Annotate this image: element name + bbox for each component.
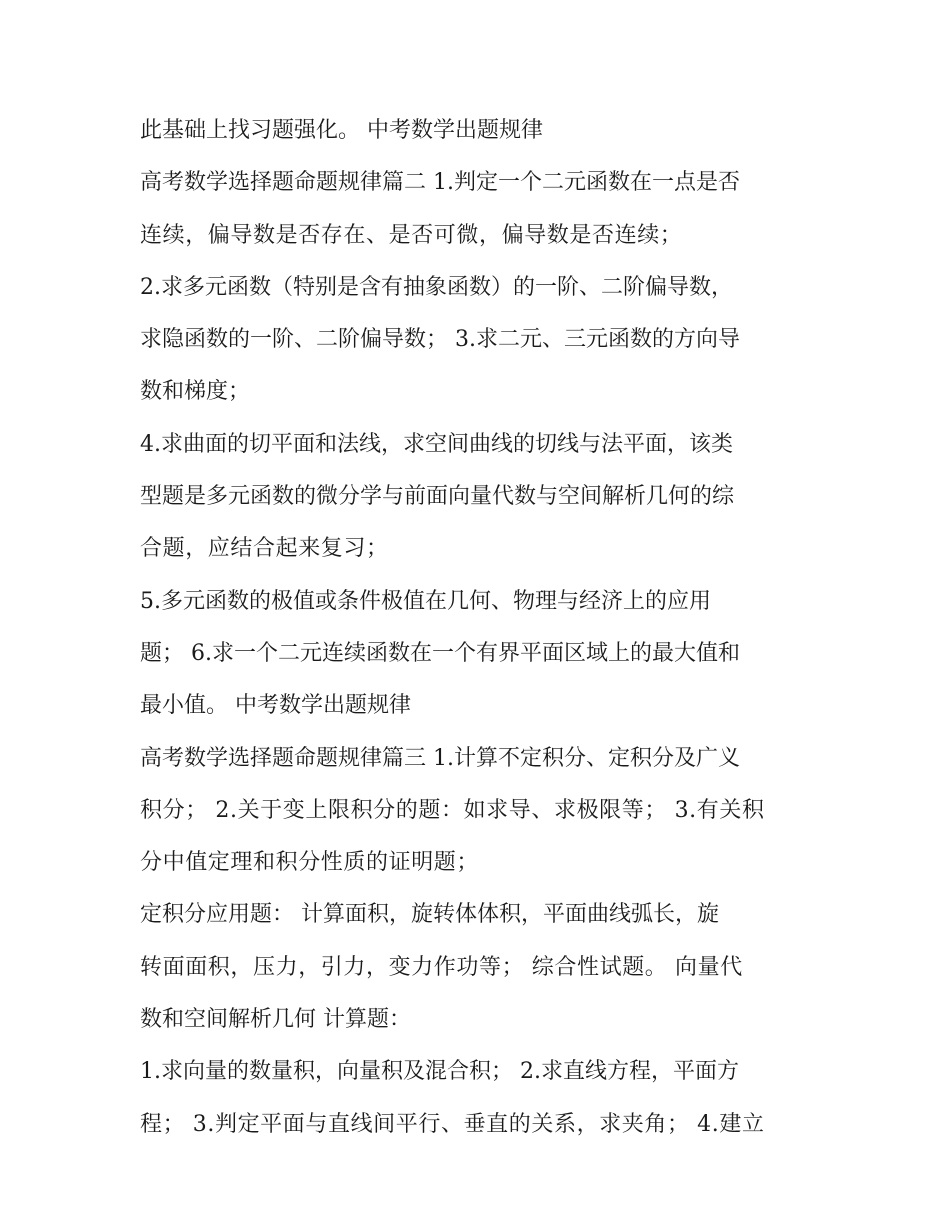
text-line: 数和梯度； [140,379,251,405]
text-line: 高考数学选择题命题规律篇二 1.判定一个二元函数在一点是否 [140,170,740,196]
text-line: 型题是多元函数的微分学与前面向量代数与空间解析几何的综 [140,484,735,510]
text-line: 1.求向量的数量积，向量积及混合积； 2.求直线方程，平面方 [140,1059,739,1085]
text-line: 定积分应用题： 计算面积，旋转体体积，平面曲线弧长，旋 [140,902,719,928]
text-line: 2.求多元函数（特别是含有抽象函数）的一阶、二阶偏导数， [140,274,733,300]
text-line: 5.多元函数的极值或条件极值在几何、物理与经济上的应用 [140,588,711,614]
text-line: 程； 3.判定平面与直线间平行、垂直的关系，求夹角； 4.建立 [140,1111,765,1137]
text-line: 数和空间解析几何 计算题： [140,1007,411,1033]
text-line: 题； 6.求一个二元连续函数在一个有界平面区域上的最大值和 [140,640,740,666]
text-line: 4.求曲面的切平面和法线，求空间曲线的切线与法平面，该类 [140,431,733,457]
text-line: 此基础上找习题强化。 中考数学出题规律 [140,118,543,143]
text-line: 分中值定理和积分性质的证明题； [140,850,480,876]
text-line: 求隐函数的一阶、二阶偏导数； 3.求二元、三元函数的方向导 [140,327,740,353]
document-body [140,105,820,1151]
text-line: 转面面积，压力，引力，变力作功等； 综合性试题。 向量代 [140,954,743,980]
text-line: 合题，应结合起来复习； [140,536,389,562]
text-line: 高考数学选择题命题规律篇三 1.计算不定积分、定积分及广义 [140,745,740,771]
text-line: 最小值。 中考数学出题规律 [140,693,411,719]
text-line: 积分； 2.关于变上限积分的题：如求导、求极限等； 3.有关积 [140,797,765,823]
text-line: 连续，偏导数是否存在、是否可微，偏导数是否连续； [140,222,683,248]
